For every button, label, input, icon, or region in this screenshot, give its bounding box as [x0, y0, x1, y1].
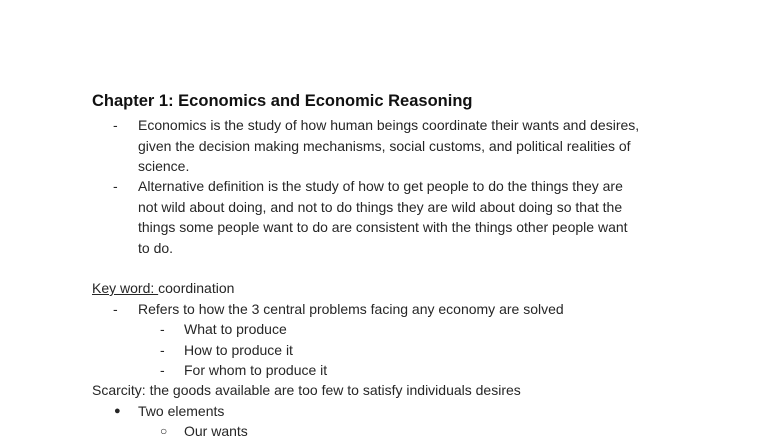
dash-bullet: - — [160, 341, 165, 358]
chapter-heading: Chapter 1: Economics and Economic Reasoning — [92, 92, 473, 110]
alt-definition-line: to do. — [138, 239, 174, 256]
alt-definition-line: not wild about doing, and not to do things they are wild about doing so that the — [138, 198, 623, 215]
keyword-value: coordination — [158, 280, 235, 296]
problem-item: What to produce — [184, 321, 287, 337]
dash-bullet: - — [160, 362, 165, 378]
dash-bullet: - — [113, 300, 118, 317]
definition-line: given the decision making mechanisms, social customs, and political realities of — [138, 137, 631, 154]
dash-bullet: - — [113, 117, 118, 133]
dash-bullet: - — [160, 321, 165, 337]
wants-line: Our wants — [184, 423, 248, 439]
hollow-bullet-icon: ○ — [160, 424, 168, 438]
alt-definition-line: Alternative definition is the study of how to get people to do the things they are — [138, 178, 623, 194]
elements-line: Two elements — [138, 402, 225, 419]
keyword-label: Key word: — [92, 280, 159, 296]
keyword-line — [92, 278, 234, 299]
definition-line: Economics is the study of how human beings coordinate their wants and desires, — [138, 117, 640, 133]
dash-bullet: - — [113, 178, 118, 194]
alt-definition-line: things some people want to do are consistent with the things other people want — [138, 219, 628, 235]
filled-bullet-icon: ● — [114, 404, 121, 417]
problem-item: How to produce it — [184, 341, 293, 358]
problem-item: For whom to produce it — [184, 362, 328, 378]
scarcity-line: Scarcity: the goods available are too few to satisfy individuals desires — [92, 382, 521, 398]
definition-line: science. — [138, 158, 190, 174]
refers-line: Refers to how the 3 central problems facing any economy are solved — [138, 300, 564, 317]
